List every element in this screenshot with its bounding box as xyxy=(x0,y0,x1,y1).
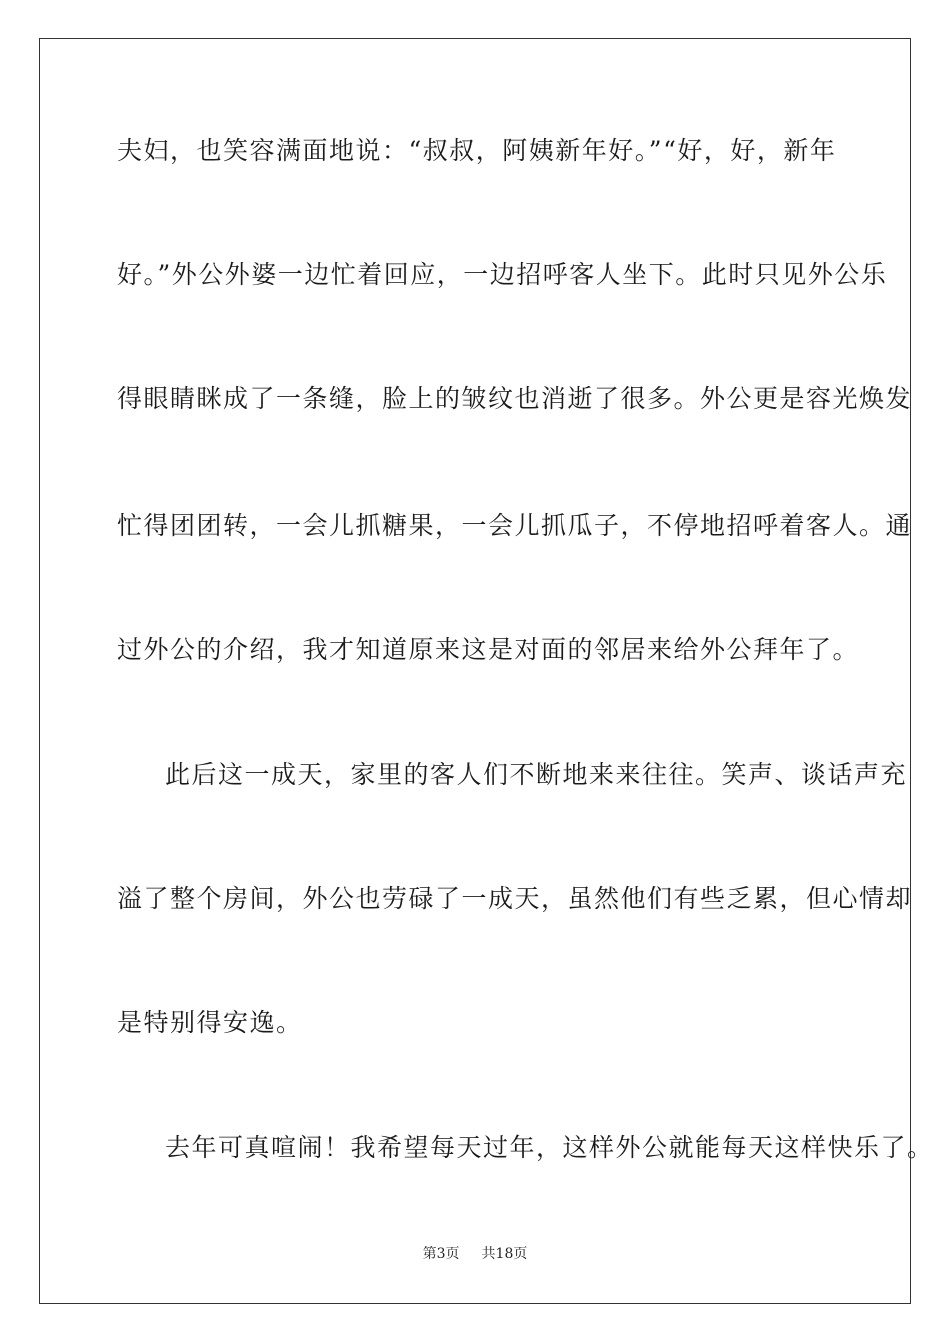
text-line: 得眼睛眯成了一条缝，脸上的皱纹也消逝了很多。外公更是容光焕发 xyxy=(117,384,913,413)
paragraph-first-line: 此后这一成天，家里的客人们不断地来来往往。笑声、谈话声充 xyxy=(165,760,908,789)
text-line: 溢了整个房间，外公也劳碌了一成天，虽然他们有些乏累，但心情却 xyxy=(117,884,913,913)
page-number: 第3页 xyxy=(422,1246,460,1262)
text-line: 是特别得安逸。 xyxy=(117,1008,303,1037)
text-line: 忙得团团转，一会儿抓糖果，一会儿抓瓜子，不停地招呼着客人。通 xyxy=(117,511,913,540)
text-line: 夫妇，也笑容满面地说：“叔叔，阿姨新年好。”“好，好，新年 xyxy=(117,136,837,165)
page-border xyxy=(39,38,911,1304)
page-total: 共18页 xyxy=(481,1246,528,1262)
text-line: 好。”外公外婆一边忙着回应，一边招呼客人坐下。此时只见外公乐 xyxy=(117,260,888,289)
paragraph-first-line: 去年可真喧闹！我希望每天过年，这样外公就能每天这样快乐了。 xyxy=(165,1133,934,1162)
text-line: 过外公的介绍，我才知道原来这是对面的邻居来给外公拜年了。 xyxy=(117,635,860,664)
page-footer xyxy=(0,1245,950,1263)
